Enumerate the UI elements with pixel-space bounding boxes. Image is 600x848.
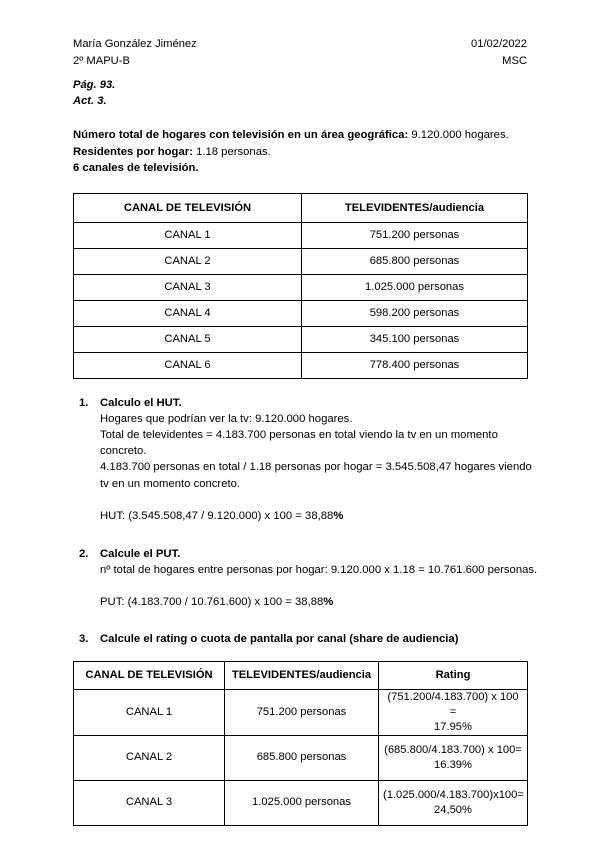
answer-item-1 [73, 395, 540, 524]
table-header-row [74, 661, 528, 689]
item-2-spacer [100, 578, 540, 594]
course-label: 2º MAPU-B [73, 54, 130, 67]
header-left [73, 36, 197, 69]
table-row [74, 274, 528, 300]
item-2-result-text: PUT: (4.183.700 / 10.761.600) x 100 = 38,88 [100, 596, 324, 609]
intro-households-label: Número total de hogares con televisión en un área geográfica: [73, 129, 409, 141]
table-header-row [74, 193, 528, 222]
cell-channel: CANAL 2 [74, 735, 225, 780]
item-1-line-3: 4.183.700 personas en total / 1.18 personas por hogar = 3.545.508,47 hogares viendo tv en un momento concreto. [100, 461, 532, 490]
cell-viewers: 685.800 personas [302, 248, 528, 274]
item-1-result-text: HUT: (3.545.508,47 / 9.120.000) x 100 = 38,88 [100, 509, 334, 522]
document-header [73, 36, 540, 69]
item-1-spacer [100, 492, 540, 508]
rating-table [73, 661, 528, 826]
cell-rating [379, 735, 528, 780]
item-1-line-2: Total de televidentes = 4.183.700 personas en total viendo la tv en un momento concreto. [100, 428, 498, 458]
item-2-result-percent: % [323, 596, 334, 609]
date-label: 01/02/2022 [471, 38, 527, 50]
cell-viewers: 1.025.000 personas [225, 780, 379, 825]
cell-viewers: 751.200 personas [302, 222, 528, 248]
intro-block [73, 127, 540, 177]
cell-channel: CANAL 1 [74, 689, 225, 735]
activity-reference: Act. 3. [73, 94, 107, 107]
reference-block [73, 78, 540, 109]
subject-label: MSC [502, 54, 527, 67]
column-header-viewers: TELEVIDENTES/audiencia [302, 193, 528, 222]
rating-formula: (751.200/4.183.700) x 100 = [387, 690, 519, 718]
table-row [74, 689, 528, 735]
table-row [74, 300, 528, 326]
table-row [74, 352, 528, 378]
column-header-channel: CANAL DE TELEVISIÓN [74, 661, 225, 689]
table-row [74, 222, 528, 248]
student-name: María González Jiménez [73, 38, 197, 50]
intro-line-residents [73, 144, 540, 161]
item-1-result-percent: % [333, 509, 344, 522]
item-2-result [100, 594, 540, 610]
intro-line-channels: 6 canales de televisión. [73, 162, 199, 174]
cell-channel: CANAL 4 [74, 300, 302, 326]
rating-value: 17.95% [434, 720, 472, 733]
answer-item-3 [73, 631, 540, 647]
cell-channel: CANAL 3 [74, 780, 225, 825]
cell-viewers: 1.025.000 personas [302, 274, 528, 300]
rating-value: 16.39% [434, 758, 472, 771]
intro-residents-label: Residentes por hogar: [73, 145, 193, 158]
item-3-number: 3. [79, 632, 89, 645]
intro-residents-value: 1.18 personas. [196, 145, 271, 158]
column-header-rating: Rating [379, 661, 528, 689]
intro-households-value: 9.120.000 hogares. [411, 129, 509, 141]
item-2-number: 2. [79, 547, 89, 560]
channels-table [73, 193, 528, 379]
item-3-title: Calcule el rating o cuota de pantalla por canal (share de audiencia) [100, 632, 459, 645]
column-header-channel: CANAL DE TELEVISIÓN [74, 193, 302, 222]
cell-viewers: 598.200 personas [302, 300, 528, 326]
cell-rating [379, 780, 528, 825]
column-header-viewers: TELEVIDENTES/audiencia [225, 661, 379, 689]
item-1-line-1: Hogares que podrían ver la tv: 9.120.000 hogares. [100, 412, 353, 425]
header-right [471, 36, 540, 69]
item-2-line-1: nº total de hogares entre personas por hogar: 9.120.000 x 1.18 = 10.761.600 personas. [100, 564, 538, 577]
rating-formula: (685.800/4.183.700) x 100= [384, 743, 522, 756]
cell-rating [379, 689, 528, 735]
cell-viewers: 751.200 personas [225, 689, 379, 735]
item-1-title: Calculo el HUT. [100, 396, 182, 409]
rating-value: 24,50% [434, 803, 472, 816]
item-1-number: 1. [79, 396, 89, 409]
table-row [74, 326, 528, 352]
cell-viewers: 345.100 personas [302, 326, 528, 352]
item-2-title: Calcule el PUT. [100, 547, 181, 560]
rating-formula: (1.025.000/4.183.700)x100= [383, 788, 524, 801]
cell-channel: CANAL 5 [74, 326, 302, 352]
table-row [74, 780, 528, 825]
intro-line-households [73, 127, 540, 144]
table-row [74, 248, 528, 274]
page-reference: Pág. 93. [73, 79, 116, 91]
item-1-result [100, 508, 540, 524]
cell-channel: CANAL 1 [74, 222, 302, 248]
cell-channel: CANAL 3 [74, 274, 302, 300]
cell-viewers: 685.800 personas [225, 735, 379, 780]
cell-viewers: 778.400 personas [302, 352, 528, 378]
answer-item-2 [73, 546, 540, 611]
cell-channel: CANAL 6 [74, 352, 302, 378]
cell-channel: CANAL 2 [74, 248, 302, 274]
table-row [74, 735, 528, 780]
